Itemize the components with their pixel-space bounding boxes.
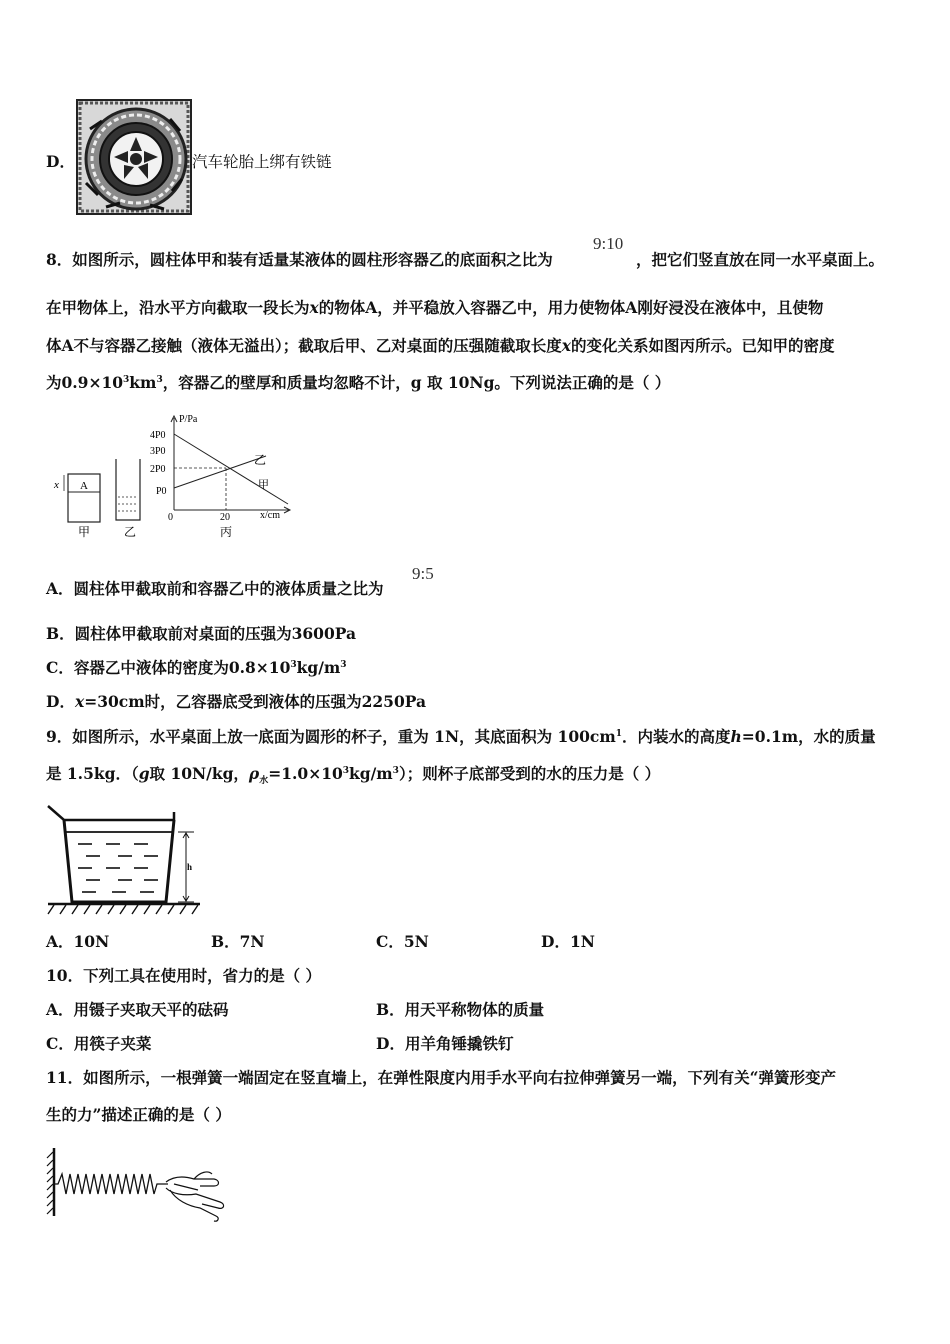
caption-jia: 甲 (78, 525, 91, 539)
q9-line2-sup: 3 (342, 765, 350, 776)
q11-spring-figure (44, 1146, 230, 1226)
q10-stem: 10．下列工具在使用时，省力的是（ ） (46, 966, 321, 985)
q8-line4-b: km (129, 373, 157, 392)
cup-rim (48, 806, 174, 820)
q8-option-c-sup2: 3 (340, 659, 347, 670)
caption-bing: 丙 (220, 525, 233, 539)
q9-line1-sup: 1 (615, 728, 622, 739)
y-tick-3p0: 3P0 (150, 446, 166, 457)
q9-line2-b: 取 10N/kg， (149, 764, 249, 783)
q8-option-d (46, 692, 426, 712)
q10-option-a: A．用镊子夹取天平的砝码 (46, 1000, 229, 1019)
q8-ratio-9-5: 9:5 (412, 564, 434, 583)
table-hatching (48, 905, 198, 914)
rho-symbol: ρ (248, 764, 260, 783)
x-tick-0: 0 (168, 512, 173, 523)
q8-option-d-text: =30cm时，乙容器底受到液体的压强为2250Pa (84, 692, 427, 711)
rho-subscript: 水 (259, 776, 269, 787)
q8-option-c-sup1: 3 (290, 659, 297, 670)
wall-hatching (47, 1152, 53, 1214)
q9-stem-line2 (46, 764, 661, 787)
q8-line1-end: ，把它们竖直放在同一水平桌面上。 (636, 250, 885, 269)
q8-option-a-label: A． (46, 579, 74, 598)
q8-option-b: B．圆柱体甲截取前对桌面的压强为3600Pa (46, 624, 357, 643)
y-axis-label: P/Pa (179, 414, 198, 425)
q9-line2-a: 是 1.5kg．（ (46, 764, 139, 783)
q9-line1-b: ．内装水的高度 (622, 727, 731, 746)
q8-option-c-a: C．容器乙中液体的密度为0.8×10 (46, 658, 291, 677)
q11-stem-line1: 11．如图所示，一根弹簧一端固定在竖直墙上，在弹性限度内用手水平向右拉伸弹簧另一端，下列有关“弹簧形变产 (46, 1068, 836, 1087)
q8-stem-line1 (46, 250, 553, 270)
q8-option-c (46, 658, 347, 678)
q11-stem-line2: 生的力”描述正确的是（ ） (46, 1105, 231, 1124)
x-variable: x (309, 298, 319, 317)
x-mark: x (54, 479, 59, 491)
q10-option-c: C．用筷子夹菜 (46, 1034, 152, 1053)
q8-line1-text: 8．如图所示，圆柱体甲和装有适量某液体的圆柱形容器乙的底面积之比为 (46, 250, 553, 269)
caption-yi: 乙 (124, 525, 137, 539)
x-tick-20: 20 (220, 512, 230, 523)
x-axis-label: x/cm (260, 510, 280, 521)
y-tick-4p0: 4P0 (150, 430, 166, 441)
tire-chain-image (76, 99, 192, 215)
q9-line2-e: ）；则杯子底部受到的水的压力是（ ） (398, 764, 661, 783)
q9-line1-a: 9．如图所示，水平桌面上放一底面为圆形的杯子，重为 1N，其底面积为 100cm (46, 727, 616, 746)
q7-option-d-text: 汽车轮胎上绑有铁链 (192, 153, 332, 171)
q9-option-b: B．7N (211, 932, 265, 951)
q8-stem-line3 (46, 336, 835, 356)
q8-option-d-label: D． (46, 692, 75, 711)
line-jia (174, 434, 288, 504)
q10-option-b: B．用天平称物体的质量 (376, 1000, 545, 1019)
q8-line4-a: 为0.9×10 (46, 373, 124, 392)
y-tick-p0: P0 (156, 486, 167, 497)
q9-cup-figure (44, 800, 204, 918)
q9-line1-c: =0.1m，水的质量 (741, 727, 876, 746)
q8-line4-sup1: 3 (123, 374, 130, 385)
g-variable: g (138, 764, 150, 783)
q8-line3-a: 体A不与容器乙接触（液体无溢出）；截取后甲、乙对桌面的压强随截取长度 (46, 336, 562, 355)
q9-stem-line1 (46, 727, 876, 747)
q9-line2-sup2: 3 (392, 765, 399, 776)
q8-line4-c: ，容器乙的壁厚和质量均忽略不计，g 取 10Ng。下列说法正确的是（ ） (162, 373, 671, 392)
q7-option-d-label: D． (46, 152, 75, 171)
h-variable: h (730, 727, 742, 746)
q8-line2-a: 在甲物体上，沿水平方向截取一段长为 (46, 298, 310, 317)
y-tick-2p0: 2P0 (150, 464, 166, 475)
water-dashes (78, 844, 158, 892)
label-yi: 乙 (254, 453, 267, 467)
q8-option-c-b: kg/m (296, 658, 341, 677)
q9-option-a: A．10N (46, 932, 110, 951)
q8-line4-sup2: 3 (156, 374, 163, 385)
q9-option-c: C．5N (376, 932, 429, 951)
hand-icon (166, 1172, 224, 1221)
q9-line2-c: =1.0×10 (268, 764, 343, 783)
q8-option-a-text: 圆柱体甲截取前和容器乙中的液体质量之比为 (73, 579, 384, 598)
q8-stem-line4 (46, 373, 670, 393)
line-yi (174, 456, 266, 488)
block-a-label: A (80, 480, 88, 492)
q8-line3-b: 的变化关系如图丙所示。已知甲的密度 (571, 336, 835, 355)
q9-line2-d: kg/m (349, 764, 393, 783)
label-jia: 甲 (258, 479, 269, 491)
q8-ratio-9-10: 9:10 (593, 234, 624, 253)
x-variable: x (74, 692, 85, 711)
spring (55, 1174, 168, 1194)
q8-line2-b: 的物体A，并平稳放入容器乙中，用力使物体A刚好浸没在液体中，且使物 (318, 298, 824, 317)
x-variable: x (561, 336, 572, 355)
q8-figure (46, 412, 306, 544)
q8-option-a (46, 579, 384, 599)
q9-option-d: D．1N (541, 932, 595, 951)
h-label: h (187, 862, 193, 872)
q10-option-d: D．用羊角锤撬铁钉 (376, 1034, 514, 1053)
q8-stem-line2 (46, 298, 823, 318)
